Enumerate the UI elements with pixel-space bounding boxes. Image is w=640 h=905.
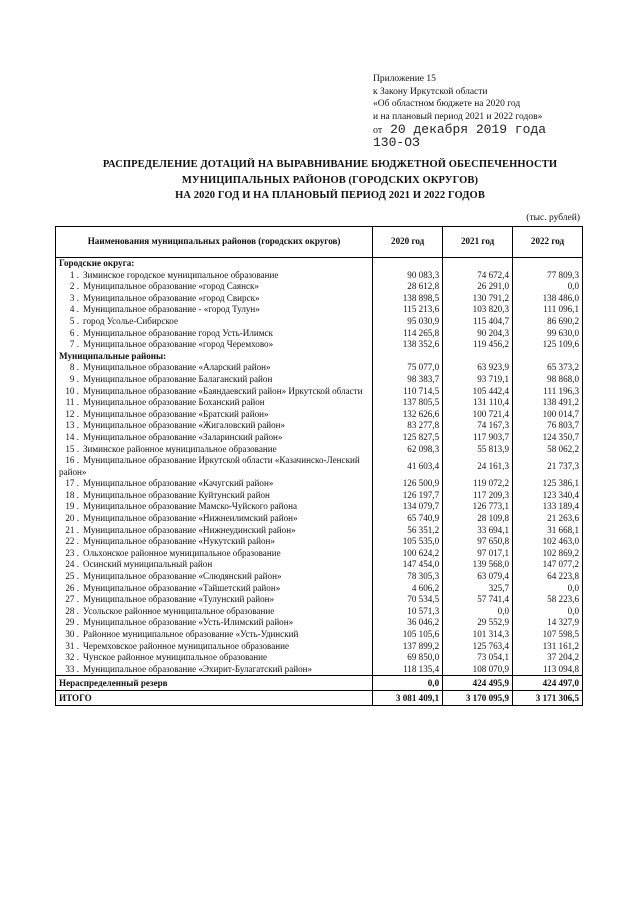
- value-2021: 115 404,7: [443, 316, 513, 328]
- title-line: МУНИЦИПАЛЬНЫХ РАЙОНОВ (ГОРОДСКИХ ОКРУГОВ): [181, 174, 479, 186]
- row-name: Муниципальное образование «Нукутский район»: [83, 536, 275, 547]
- stamp-prefix: от: [373, 125, 383, 136]
- value-2022: 21 263,6: [513, 513, 583, 525]
- value-2021: 29 552,9: [443, 617, 513, 629]
- row-index: 31 .: [65, 640, 79, 651]
- value-2020: 98 383,7: [373, 374, 443, 386]
- row-name: Муниципальное образование «Заларинский район»: [83, 431, 283, 442]
- row-name: Муниципальное образование «Тайшетский район»: [83, 582, 281, 593]
- value-2020: 138 352,6: [373, 339, 443, 351]
- value-2021: 101 314,3: [443, 629, 513, 641]
- row-index: 32 .: [65, 652, 79, 663]
- grants-table: [55, 226, 583, 706]
- row-index: 16 .: [65, 455, 79, 466]
- table-header-row: [56, 227, 583, 258]
- table-row: [56, 490, 583, 502]
- empty-cell: [513, 351, 583, 363]
- row-name: Зиминское районное муниципальное образование: [83, 443, 277, 454]
- value-2022: 424 497,0: [513, 676, 583, 691]
- table-row: [56, 281, 583, 293]
- row-name: Муниципальное образование «Эхирит-Булагатский район»: [83, 663, 313, 674]
- value-2020: 56 351,2: [373, 525, 443, 537]
- value-2020: 0,0: [373, 676, 443, 691]
- row-name: Муниципальное образование Балаганский район: [83, 373, 273, 384]
- row-name: Муниципальное образование Иркутской области «Казачинско-Ленский район»: [59, 455, 360, 477]
- row-name: город Усолье-Сибирское: [83, 315, 178, 326]
- value-2021: 424 495,9: [443, 676, 513, 691]
- row-name: Муниципальное образование «Нижнеудинский район»: [83, 524, 296, 535]
- value-2022: 107 598,5: [513, 629, 583, 641]
- table-row: [56, 571, 583, 583]
- row-name: Зиминское городское муниципальное образование: [83, 269, 279, 280]
- row-index: 6 .: [69, 327, 79, 338]
- row-name: Усольское районное муниципальное образование: [83, 605, 275, 616]
- row-name-cell: [56, 304, 373, 316]
- value-2022: 21 737,3: [513, 455, 583, 478]
- value-2022: 138 491,2: [513, 397, 583, 409]
- row-name: Ольхонское районное муниципальное образование: [83, 547, 281, 558]
- row-index: 15 .: [65, 443, 79, 454]
- value-2021: 119 456,2: [443, 339, 513, 351]
- value-2022: 138 486,0: [513, 293, 583, 305]
- row-index: 20 .: [65, 513, 79, 524]
- value-2022: 31 668,1: [513, 525, 583, 537]
- row-name-cell: [56, 374, 373, 386]
- value-2021: 119 072,2: [443, 478, 513, 490]
- row-name-cell: [56, 397, 373, 409]
- row-name-cell: [56, 478, 373, 490]
- value-2020: 69 850,0: [373, 652, 443, 664]
- units-label: (тыс. рублей): [526, 213, 580, 223]
- appendix-line: «Об областном бюджете на 2020 год: [373, 99, 521, 110]
- value-2021: 130 791,2: [443, 293, 513, 305]
- row-name-cell: [56, 444, 373, 456]
- section-label: Городские округа:: [56, 258, 373, 270]
- value-2022: 113 094,8: [513, 664, 583, 676]
- value-2021: 74 167,3: [443, 420, 513, 432]
- row-name: Районное муниципальное образование «Усть-Удинский: [83, 629, 299, 639]
- row-name-cell: [56, 281, 373, 293]
- row-name: Муниципальное образование город Усть-Илимск: [83, 327, 273, 338]
- row-index: 28 .: [65, 605, 79, 616]
- value-2022: 100 014,7: [513, 409, 583, 421]
- value-2022: 124 350,7: [513, 432, 583, 444]
- title-line: НА 2020 ГОД И НА ПЛАНОВЫЙ ПЕРИОД 2021 И 2022 ГОДОВ: [175, 190, 485, 201]
- row-name-cell: [56, 571, 373, 583]
- table-row: [56, 652, 583, 664]
- value-2021: 97 650,8: [443, 536, 513, 548]
- table-row: [56, 617, 583, 629]
- value-2020: 100 624,2: [373, 548, 443, 560]
- section-row: [56, 351, 583, 363]
- empty-cell: [373, 351, 443, 363]
- reserve-label: Нераспределенный резерв: [56, 676, 373, 691]
- row-name: Муниципальное образование «Нижнеилимский район»: [83, 513, 298, 524]
- row-name-cell: [56, 641, 373, 653]
- value-2021: 73 054,1: [443, 652, 513, 664]
- row-index: 7 .: [69, 339, 79, 350]
- row-name: Муниципальное образование «Тулунский район»: [83, 594, 275, 605]
- table-body: [56, 258, 583, 706]
- row-name-cell: [56, 606, 373, 618]
- value-2020: 105 535,0: [373, 536, 443, 548]
- row-name-cell: [56, 501, 373, 513]
- value-2021: 105 442,4: [443, 386, 513, 398]
- table-row: [56, 606, 583, 618]
- row-name-cell: [56, 386, 373, 398]
- row-name-cell: [56, 328, 373, 340]
- value-2020: 36 046,2: [373, 617, 443, 629]
- value-2021: 97 017,1: [443, 548, 513, 560]
- row-name-cell: [56, 270, 373, 282]
- row-name: Муниципальное образование «Баяндаевский район» Иркутской области: [83, 385, 363, 396]
- value-2021: 325,7: [443, 583, 513, 595]
- value-2021: 28 109,8: [443, 513, 513, 525]
- table-row: [56, 583, 583, 595]
- row-name-cell: [56, 339, 373, 351]
- row-name: Муниципальное образование - «город Тулун»: [83, 304, 260, 315]
- value-2022: 125 386,1: [513, 478, 583, 490]
- row-index: 3 .: [69, 292, 79, 303]
- value-2021: 63 923,9: [443, 362, 513, 374]
- row-name-cell: [56, 293, 373, 305]
- row-index: 29 .: [65, 617, 79, 628]
- row-index: 30 .: [65, 629, 79, 639]
- law-stamp: [373, 124, 546, 149]
- row-index: 33 .: [65, 663, 79, 674]
- table-row: [56, 386, 583, 398]
- value-2020: 126 500,9: [373, 478, 443, 490]
- row-index: 12 .: [65, 408, 79, 419]
- section-row: [56, 258, 583, 270]
- row-name-cell: [56, 316, 373, 328]
- row-name-cell: [56, 629, 373, 641]
- row-name: Муниципальное образование «Качугский район»: [83, 478, 274, 489]
- value-2022: 58 062,2: [513, 444, 583, 456]
- row-name: Муниципальное образование «город Свирск»: [83, 292, 260, 303]
- row-index: 22 .: [65, 536, 79, 547]
- value-2020: 75 077,0: [373, 362, 443, 374]
- value-2022: 0,0: [513, 281, 583, 293]
- row-name-cell: [56, 525, 373, 537]
- table-row: [56, 339, 583, 351]
- value-2020: 137 805,5: [373, 397, 443, 409]
- row-index: 26 .: [65, 582, 79, 593]
- value-2020: 114 265,8: [373, 328, 443, 340]
- header-name: Наименования муниципальных районов (городских округов): [56, 227, 373, 258]
- row-name-cell: [56, 617, 373, 629]
- value-2020: 4 606,2: [373, 583, 443, 595]
- value-2020: 105 105,6: [373, 629, 443, 641]
- value-2021: 63 079,4: [443, 571, 513, 583]
- value-2022: 3 171 306,5: [513, 691, 583, 706]
- row-name-cell: [56, 490, 373, 502]
- row-name: Муниципальное образование «Жигаловский район»: [83, 420, 286, 431]
- value-2021: 55 813,9: [443, 444, 513, 456]
- table-row: [56, 559, 583, 571]
- table-row: [56, 362, 583, 374]
- row-name-cell: [56, 559, 373, 571]
- value-2020: 28 612,8: [373, 281, 443, 293]
- value-2022: 111 196,3: [513, 386, 583, 398]
- value-2022: 125 109,6: [513, 339, 583, 351]
- row-index: 1 .: [69, 269, 79, 280]
- table-row: [56, 304, 583, 316]
- row-index: 4 .: [69, 304, 79, 315]
- row-name-cell: [56, 420, 373, 432]
- row-index: 17 .: [65, 478, 79, 489]
- table-row: [56, 270, 583, 282]
- total-label: ИТОГО: [56, 691, 373, 706]
- table-row: [56, 629, 583, 641]
- table-row: [56, 374, 583, 386]
- value-2022: 98 868,0: [513, 374, 583, 386]
- value-2022: 123 340,4: [513, 490, 583, 502]
- value-2020: 134 079,7: [373, 501, 443, 513]
- value-2022: 58 223,6: [513, 594, 583, 606]
- value-2020: 62 098,3: [373, 444, 443, 456]
- reserve-row: [56, 676, 583, 691]
- value-2021: 126 773,1: [443, 501, 513, 513]
- table-row: [56, 316, 583, 328]
- stamp-number: 130-ОЗ: [373, 135, 420, 150]
- value-2022: 99 630,0: [513, 328, 583, 340]
- row-index: 13 .: [65, 420, 79, 431]
- section-label: Муниципальные районы:: [56, 351, 373, 363]
- value-2021: 125 763,4: [443, 641, 513, 653]
- header-2021: 2021 год: [443, 227, 513, 258]
- empty-cell: [513, 258, 583, 270]
- row-index: 8 .: [69, 362, 79, 373]
- value-2022: 131 161,2: [513, 641, 583, 653]
- value-2022: 65 373,2: [513, 362, 583, 374]
- value-2021: 117 903,7: [443, 432, 513, 444]
- value-2020: 78 305,3: [373, 571, 443, 583]
- table-row: [56, 420, 583, 432]
- row-name: Осинский муниципальный район: [83, 559, 213, 570]
- row-name: Муниципальное образование «город Саянск»: [83, 281, 259, 292]
- row-name-cell: [56, 652, 373, 664]
- document-title: [60, 157, 600, 204]
- value-2022: 0,0: [513, 583, 583, 595]
- value-2020: 3 081 409,1: [373, 691, 443, 706]
- row-name: Муниципальное образование Мамско-Чуйского района: [83, 501, 297, 512]
- table-row: [56, 432, 583, 444]
- header-2020: 2020 год: [373, 227, 443, 258]
- value-2021: 103 820,3: [443, 304, 513, 316]
- value-2022: 133 189,4: [513, 501, 583, 513]
- row-name-cell: [56, 513, 373, 525]
- row-name-cell: [56, 664, 373, 676]
- table-row: [56, 548, 583, 560]
- value-2022: 147 077,2: [513, 559, 583, 571]
- value-2022: 86 690,2: [513, 316, 583, 328]
- row-index: 19 .: [65, 501, 79, 512]
- row-name: Муниципальное образование «Аларский район»: [83, 362, 271, 373]
- value-2022: 0,0: [513, 606, 583, 618]
- appendix-line: Приложение 15: [373, 74, 436, 84]
- table-row: [56, 444, 583, 456]
- value-2020: 70 534,5: [373, 594, 443, 606]
- value-2021: 100 721,4: [443, 409, 513, 421]
- value-2021: 117 209,3: [443, 490, 513, 502]
- value-2021: 0,0: [443, 606, 513, 618]
- value-2021: 90 204,3: [443, 328, 513, 340]
- table-row: [56, 328, 583, 340]
- value-2021: 131 110,4: [443, 397, 513, 409]
- stamp-date: 20 декабря 2019 года: [390, 122, 547, 137]
- row-index: 23 .: [65, 547, 79, 558]
- table-row: [56, 478, 583, 490]
- value-2020: 137 899,2: [373, 641, 443, 653]
- row-name: Муниципальное образование Куйтунский район: [83, 489, 270, 500]
- row-name-cell: [56, 409, 373, 421]
- table-row: [56, 293, 583, 305]
- total-row: [56, 691, 583, 706]
- value-2020: 125 827,5: [373, 432, 443, 444]
- table-row: [56, 664, 583, 676]
- value-2021: 24 161,3: [443, 455, 513, 478]
- row-name: Чунское районное муниципальное образование: [83, 652, 268, 663]
- table-row: [56, 455, 583, 478]
- table-row: [56, 525, 583, 537]
- header-2022: 2022 год: [513, 227, 583, 258]
- value-2022: 77 809,3: [513, 270, 583, 282]
- row-index: 24 .: [65, 559, 79, 570]
- row-name-cell: [56, 432, 373, 444]
- table-row: [56, 513, 583, 525]
- value-2022: 76 803,7: [513, 420, 583, 432]
- row-name: Черемховское районное муниципальное образование: [83, 640, 290, 651]
- value-2020: 10 571,3: [373, 606, 443, 618]
- empty-cell: [373, 258, 443, 270]
- value-2020: 115 213,6: [373, 304, 443, 316]
- row-index: 2 .: [69, 281, 79, 292]
- value-2020: 95 030,9: [373, 316, 443, 328]
- value-2021: 74 672,4: [443, 270, 513, 282]
- value-2021: 33 694,1: [443, 525, 513, 537]
- row-name: Муниципальное образование «Братский район»: [83, 408, 269, 419]
- row-index: 5 .: [69, 315, 79, 326]
- row-index: 11 .: [65, 397, 79, 408]
- value-2020: 147 454,0: [373, 559, 443, 571]
- row-index: 21 .: [65, 524, 79, 535]
- value-2020: 126 197,7: [373, 490, 443, 502]
- row-name: Муниципальное образование «Усть-Илимский район»: [83, 617, 294, 628]
- row-name: Муниципальное образование «город Черемхово»: [83, 339, 274, 350]
- row-name-cell: [56, 583, 373, 595]
- row-index: 25 .: [65, 571, 79, 582]
- value-2021: 108 070,9: [443, 664, 513, 676]
- value-2021: 3 170 095,9: [443, 691, 513, 706]
- value-2020: 83 277,8: [373, 420, 443, 432]
- row-name-cell: [56, 548, 373, 560]
- row-index: 14 .: [65, 431, 79, 442]
- value-2020: 65 740,9: [373, 513, 443, 525]
- value-2022: 102 463,0: [513, 536, 583, 548]
- value-2020: 41 603,4: [373, 455, 443, 478]
- value-2020: 118 135,4: [373, 664, 443, 676]
- value-2022: 111 096,1: [513, 304, 583, 316]
- value-2020: 90 083,3: [373, 270, 443, 282]
- value-2020: 110 714,5: [373, 386, 443, 398]
- value-2021: 139 568,0: [443, 559, 513, 571]
- row-index: 18 .: [65, 489, 79, 500]
- table-row: [56, 536, 583, 548]
- row-name: Муниципальное образование «Слюдянский район»: [83, 571, 282, 582]
- value-2020: 132 626,6: [373, 409, 443, 421]
- title-line: РАСПРЕДЕЛЕНИЕ ДОТАЦИЙ НА ВЫРАВНИВАНИЕ БЮДЖЕТНОЙ ОБЕСПЕЧЕННОСТИ: [102, 159, 558, 170]
- table-row: [56, 397, 583, 409]
- empty-cell: [443, 258, 513, 270]
- table-row: [56, 501, 583, 513]
- value-2022: 64 223,8: [513, 571, 583, 583]
- row-index: 10 .: [65, 385, 79, 396]
- table-row: [56, 409, 583, 421]
- value-2022: 102 869,2: [513, 548, 583, 560]
- row-name: Муниципальное образование Боханский район: [83, 397, 265, 408]
- row-index: 9 .: [69, 373, 79, 384]
- row-name-cell: [56, 536, 373, 548]
- row-name-cell: [56, 594, 373, 606]
- value-2022: 14 327,9: [513, 617, 583, 629]
- table-row: [56, 641, 583, 653]
- empty-cell: [443, 351, 513, 363]
- row-index: 27 .: [65, 594, 79, 605]
- value-2021: 93 719,1: [443, 374, 513, 386]
- value-2021: 26 291,0: [443, 281, 513, 293]
- appendix-line: и на плановый период 2021 и 2022 годов»: [373, 111, 543, 122]
- value-2021: 57 741,4: [443, 594, 513, 606]
- appendix-block: [373, 73, 542, 123]
- row-name-cell: [56, 455, 373, 478]
- value-2020: 138 898,5: [373, 293, 443, 305]
- table-row: [56, 594, 583, 606]
- value-2022: 37 204,2: [513, 652, 583, 664]
- appendix-line: к Закону Иркутской области: [373, 86, 488, 97]
- row-name-cell: [56, 362, 373, 374]
